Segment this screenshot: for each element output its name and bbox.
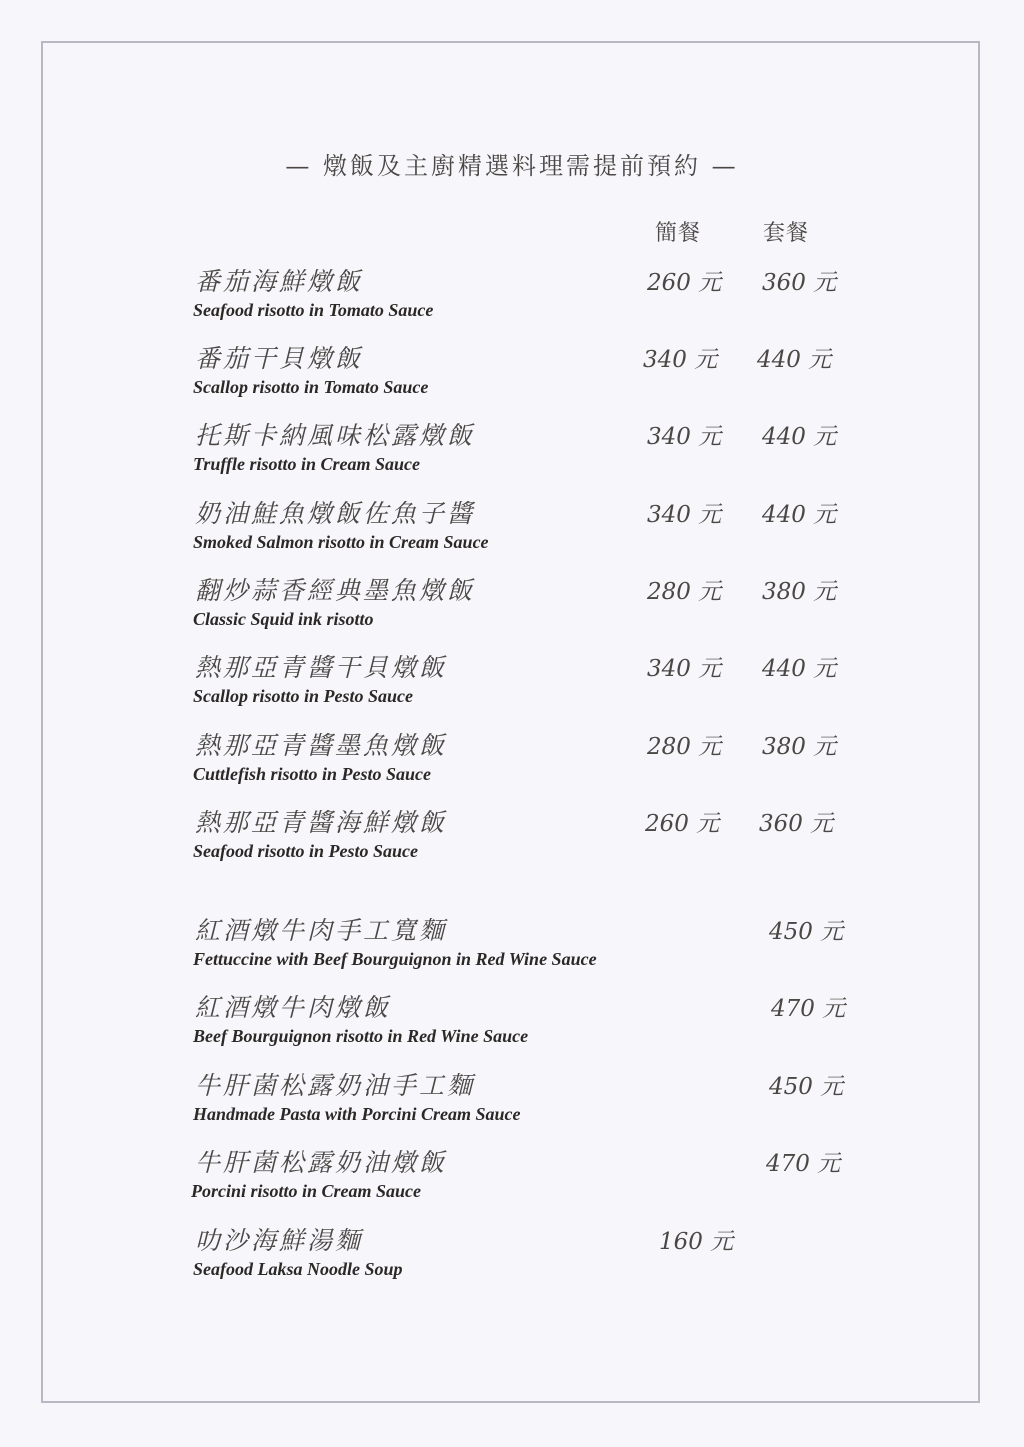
item-name-zh: 紅酒燉牛肉手工寬麵 xyxy=(195,916,448,945)
item-price-set: 380 元 xyxy=(762,734,837,760)
item-name-en: Cuttlefish risotto in Pesto Sauce xyxy=(193,764,432,784)
item-price-simple: 260 元 xyxy=(645,811,720,837)
item-name-en: Seafood Laksa Noodle Soup xyxy=(193,1259,403,1279)
menu-title: — 燉飯及主廚精選料理需提前預約 — xyxy=(285,152,739,180)
laksa-item xyxy=(193,1221,893,1291)
item-name-zh: 熱那亞青醬墨魚燉飯 xyxy=(195,731,448,760)
item-price-set: 360 元 xyxy=(762,270,837,296)
item-name-en: Smoked Salmon risotto in Cream Sauce xyxy=(193,532,489,552)
item-name-en: Truffle risotto in Cream Sauce xyxy=(193,454,421,474)
item-name-zh: 紅酒燉牛肉燉飯 xyxy=(195,993,392,1022)
item-price-set: 440 元 xyxy=(762,502,837,528)
menu-item xyxy=(193,262,893,332)
item-name-zh: 番茄干貝燉飯 xyxy=(195,344,364,373)
item-name-zh: 托斯卡納風味松露燉飯 xyxy=(195,421,476,450)
item-name-en: Fettuccine with Beef Bourguignon in Red Wine Sauce xyxy=(193,949,597,969)
menu-item xyxy=(193,571,893,641)
item-name-zh: 牛肝菌松露奶油手工麵 xyxy=(195,1071,476,1100)
item-name-en: Porcini risotto in Cream Sauce xyxy=(191,1181,422,1201)
item-name-en: Scallop risotto in Tomato Sauce xyxy=(193,377,429,397)
item-name-en: Scallop risotto in Pesto Sauce xyxy=(193,686,414,706)
item-name-zh: 叻沙海鮮湯麵 xyxy=(195,1226,364,1255)
special-item xyxy=(193,911,893,981)
item-name-en: Handmade Pasta with Porcini Cream Sauce xyxy=(193,1104,521,1124)
special-item xyxy=(193,1143,893,1213)
item-name-zh: 熱那亞青醬干貝燉飯 xyxy=(195,653,448,682)
item-price: 160 元 xyxy=(659,1229,734,1255)
item-price-simple: 340 元 xyxy=(647,424,722,450)
item-name-en: Beef Bourguignon risotto in Red Wine Sauce xyxy=(193,1026,529,1046)
menu-item xyxy=(193,416,893,486)
item-name-zh: 熱那亞青醬海鮮燉飯 xyxy=(195,808,448,837)
item-price-set: 440 元 xyxy=(762,656,837,682)
item-name-en: Seafood risotto in Pesto Sauce xyxy=(193,841,419,861)
menu-item xyxy=(193,494,893,564)
item-price-set: 360 元 xyxy=(759,811,834,837)
item-name-en: Seafood risotto in Tomato Sauce xyxy=(193,300,434,320)
menu-item xyxy=(193,339,893,409)
special-item xyxy=(193,988,893,1058)
item-name-zh: 翻炒蒜香經典墨魚燉飯 xyxy=(195,576,476,605)
item-price-simple: 280 元 xyxy=(647,579,722,605)
item-price-simple: 340 元 xyxy=(647,502,722,528)
menu-item xyxy=(193,803,893,873)
item-name-zh: 奶油鮭魚燉飯佐魚子醬 xyxy=(195,499,476,528)
item-price: 450 元 xyxy=(769,919,844,945)
item-name-en: Classic Squid ink risotto xyxy=(193,609,374,629)
item-name-zh: 牛肝菌松露奶油燉飯 xyxy=(195,1148,448,1177)
item-price-simple: 280 元 xyxy=(647,734,722,760)
menu-item xyxy=(193,726,893,796)
item-price-simple: 340 元 xyxy=(643,347,718,373)
item-price: 450 元 xyxy=(769,1074,844,1100)
item-name-zh: 番茄海鮮燉飯 xyxy=(195,267,364,296)
header-set-meal: 套餐 xyxy=(763,221,810,246)
item-price-simple: 340 元 xyxy=(647,656,722,682)
item-price: 470 元 xyxy=(766,1151,841,1177)
item-price-set: 440 元 xyxy=(762,424,837,450)
item-price: 470 元 xyxy=(771,996,846,1022)
item-price-set: 380 元 xyxy=(762,579,837,605)
special-item xyxy=(193,1066,893,1136)
item-price-set: 440 元 xyxy=(757,347,832,373)
header-simple-meal: 簡餐 xyxy=(655,221,702,246)
item-price-simple: 260 元 xyxy=(647,270,722,296)
menu-item xyxy=(193,648,893,718)
